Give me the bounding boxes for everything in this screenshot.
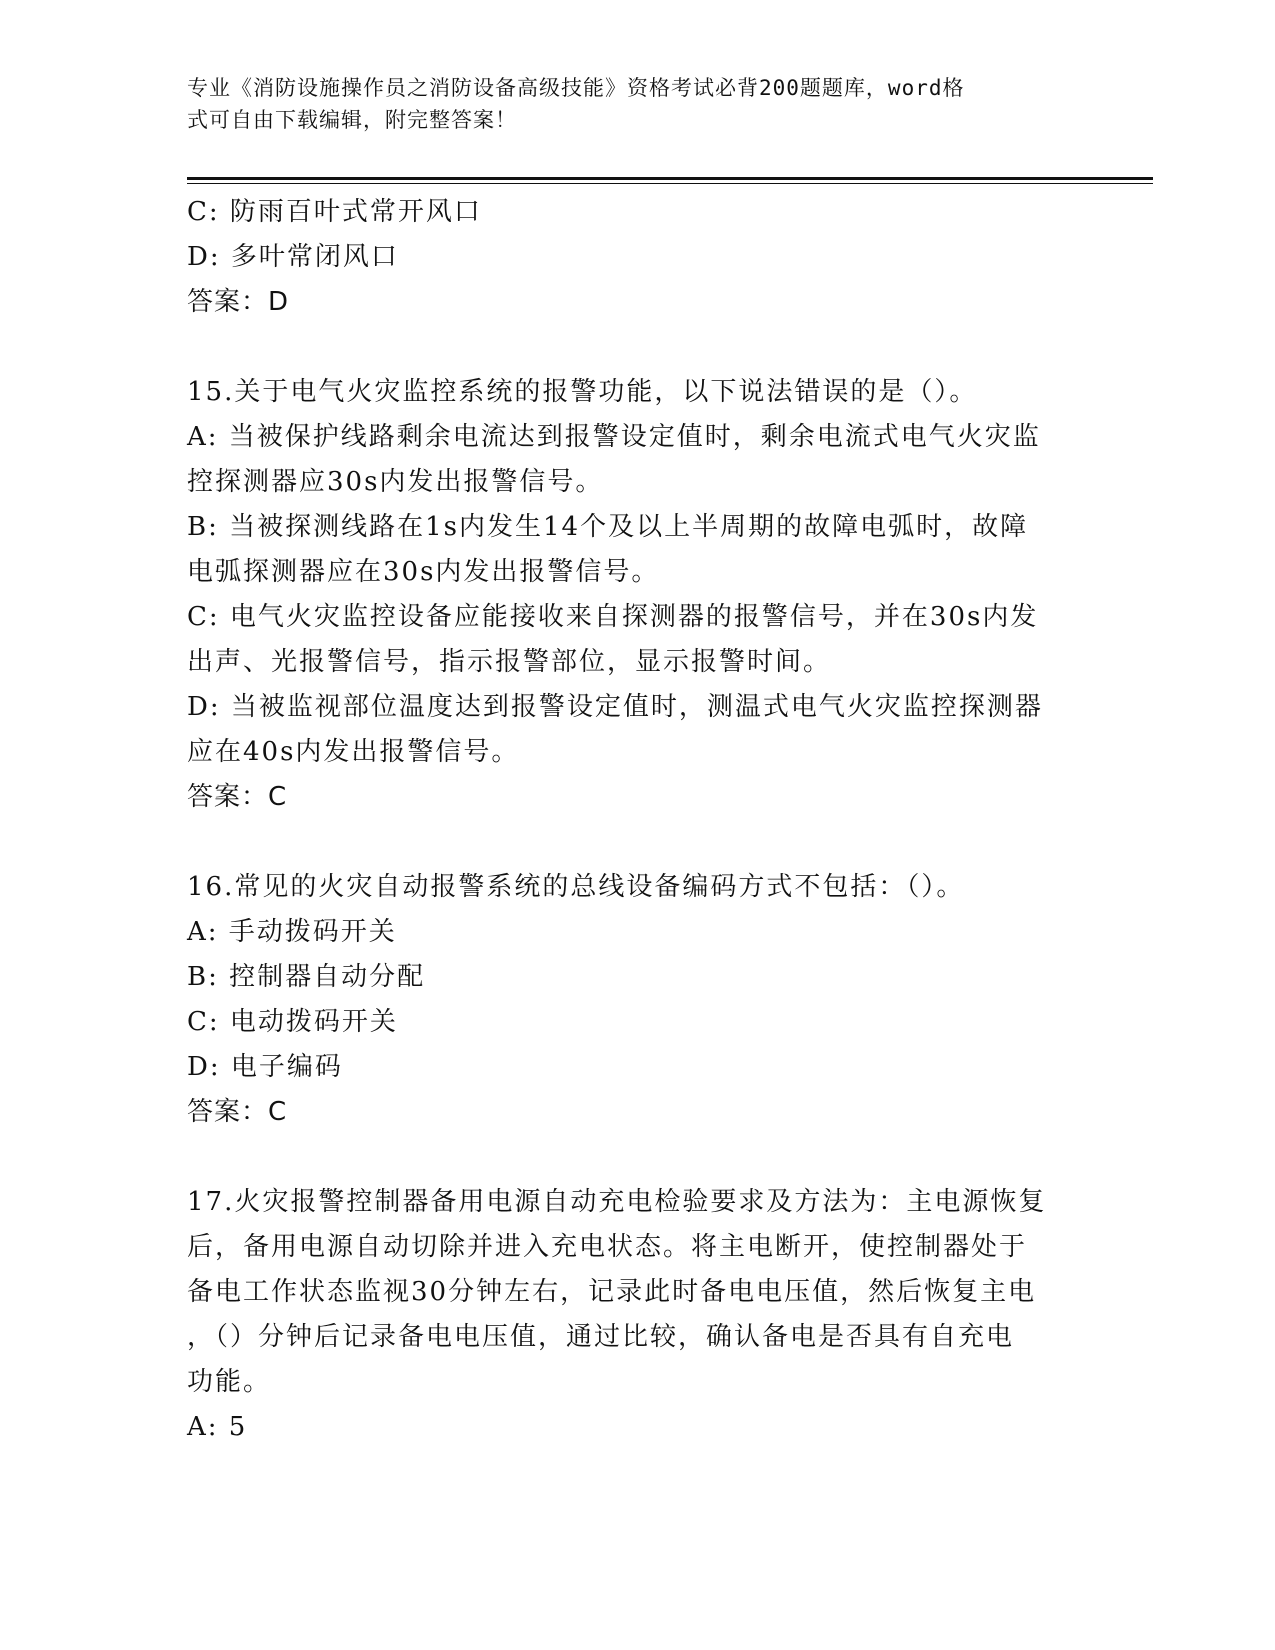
option-d: D: 当被监视部位温度达到报警设定值时，测温式电气火灾监控探测器 (187, 692, 1043, 722)
option-b-cont: 电弧探测器应在30s内发出报警信号。 (187, 557, 660, 587)
answer: 答案：C (187, 1097, 288, 1127)
question-content (187, 190, 1067, 1450)
question-stem-cont: ，（）分钟后记录备电电压值，通过比较，确认备电是否具有自充电 (187, 1322, 1015, 1352)
header-rule-thin (187, 183, 1153, 184)
question-stem-cont: 备电工作状态监视30分钟左右，记录此时备电电压值，然后恢复主电 (187, 1277, 1037, 1307)
question-stem: 15.关于电气火灾监控系统的报警功能，以下说法错误的是（）。 (187, 377, 978, 407)
option-d-cont: 应在40s内发出报警信号。 (187, 737, 520, 767)
spacer (187, 820, 1067, 865)
question-15 (187, 370, 1067, 820)
option-d: D: 多叶常闭风口 (187, 242, 399, 272)
answer: 答案：D (187, 287, 290, 317)
question-17 (187, 1180, 1067, 1450)
option-a: A: 手动拨码开关 (187, 917, 397, 947)
header-line-2: 式可自由下载编辑，附完整答案！ (187, 108, 517, 132)
spacer (187, 1135, 1067, 1180)
option-c: C: 电动拨码开关 (187, 1007, 398, 1037)
option-a: A: 当被保护线路剩余电流达到报警设定值时，剩余电流式电气火灾监 (187, 422, 1041, 452)
question-16 (187, 865, 1067, 1135)
option-a: A: 5 (187, 1412, 248, 1442)
option-a-cont: 控探测器应30s内发出报警信号。 (187, 467, 604, 497)
option-b: B: 控制器自动分配 (187, 962, 426, 992)
option-c: C: 电气火灾监控设备应能接收来自探测器的报警信号，并在30s内发 (187, 602, 1039, 632)
header-rule-thick (187, 177, 1153, 180)
answer: 答案：C (187, 782, 288, 812)
option-b: B: 当被探测线路在1s内发生14个及以上半周期的故障电弧时，故障 (187, 512, 1029, 542)
question-stem-cont: 后，备用电源自动切除并进入充电状态。将主电断开，使控制器处于 (187, 1232, 1028, 1262)
spacer (187, 325, 1067, 370)
question-stem: 16.常见的火灾自动报警系统的总线设备编码方式不包括：（）。 (187, 872, 965, 902)
question-stem-cont: 功能。 (187, 1367, 272, 1397)
option-c-cont: 出声、光报警信号，指示报警部位，显示报警时间。 (187, 647, 832, 677)
document-header (187, 72, 1067, 136)
header-line-1: 专业《消防设施操作员之消防设备高级技能》资格考试必背200题题库，word格 (187, 76, 965, 100)
option-d: D: 电子编码 (187, 1052, 343, 1082)
question-14-tail (187, 190, 1067, 325)
option-c: C: 防雨百叶式常开风口 (187, 197, 482, 227)
question-stem: 17.火灾报警控制器备用电源自动充电检验要求及方法为：主电源恢复 (187, 1187, 1047, 1217)
